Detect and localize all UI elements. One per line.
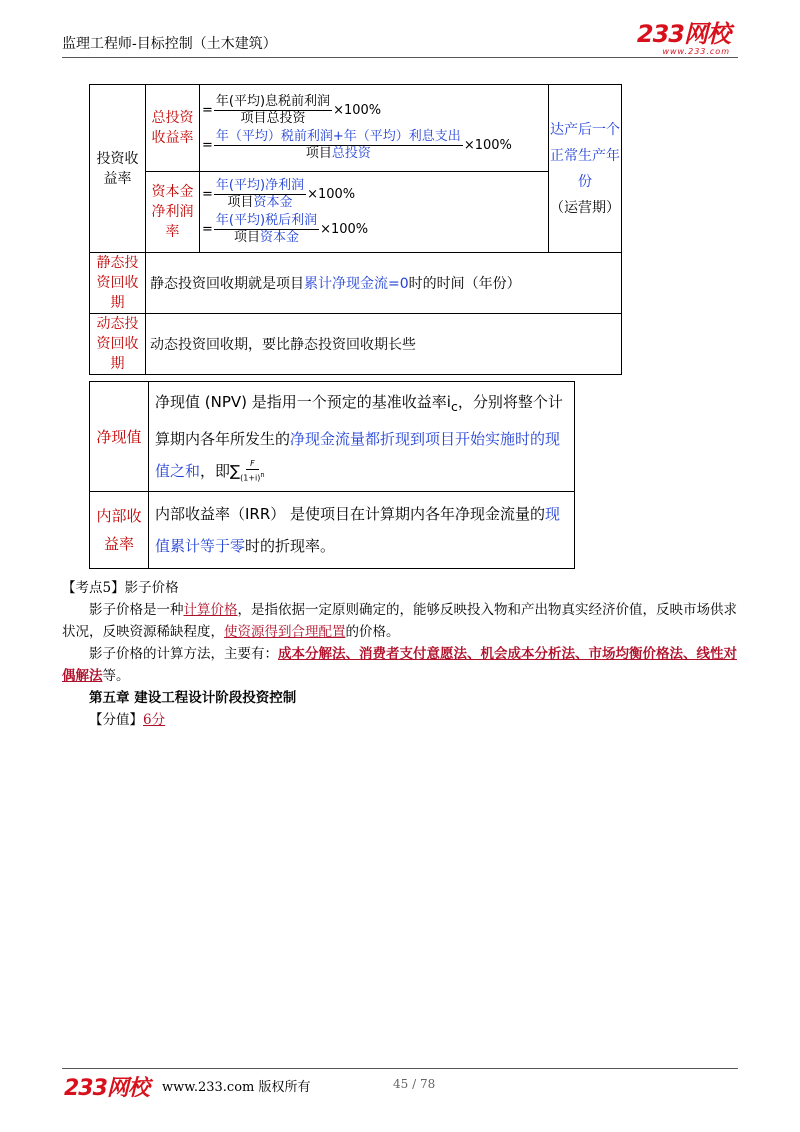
footer-copyright: www.233.com 版权所有 <box>162 1080 311 1095</box>
total-roi-formula-2: = $\frac{\text{年（平均）税前利润+年（平均）利息支出}}{\text{项目总投资}}$ ×100% <box>202 129 512 161</box>
dynamic-payback-text: 动态投资回收期，要比静态投资回收期长些 <box>146 314 622 375</box>
shadow-price-methods: 影子价格的计算方法，主要有：成本分解法、消费者支付意愿法、机会成本分析法、市场均衡价格法、线性对偶解法等。 <box>62 646 737 684</box>
header-logo <box>637 22 730 57</box>
npv-sum-fraction: $\frac{F}{(1+i)^n}$ <box>240 459 265 483</box>
footer-divider <box>62 1068 738 1069</box>
header-divider <box>62 57 738 58</box>
equity-roi-formula-2: = $\frac{\text{年(平均)税后利润}}{\text{项目资本金}}$ ×100% <box>202 213 369 245</box>
logo-text: 233网校 <box>636 20 730 48</box>
roi-label: 投资收益率 <box>90 85 146 253</box>
equity-roi-label: 资本金净利润率 <box>146 172 200 253</box>
irr-definition: 内部收益率（IRR） 是使项目在计算期内各年净现金流量的现值累计等于零时的折现率。 <box>149 492 575 569</box>
static-payback-label: 静态投资回收期 <box>90 253 146 314</box>
npv-definition: 净现值 (NPV) 是指用一个预定的基准收益率$i_c$，分别将整个计算期内各年所发生的净现金流量都折现到项目开始实施时的现值之和，即∑ $\frac{F}{(1+i)^n}$ <box>149 382 575 492</box>
page-number: 45 / 78 <box>393 1077 436 1091</box>
equity-roi-formula-1: = $\frac{\text{年(平均)净利润}}{\text{项目资本金}}$ ×100% <box>202 178 356 210</box>
total-roi-formulas <box>200 85 549 172</box>
npv-label: 净现值 <box>90 382 149 492</box>
equity-roi-formulas <box>200 172 549 253</box>
chapter-heading: 第五章 建设工程设计阶段投资控制 <box>89 690 297 706</box>
total-roi-label: 总投资收益率 <box>146 85 200 172</box>
static-payback-text: 静态投资回收期就是项目累计净现金流=0时的时间（年份） <box>146 253 622 314</box>
npv-irr-table <box>89 381 575 569</box>
footer-logo: 233网校 <box>64 1076 149 1101</box>
shadow-price-definition: 影子价格是一种计算价格，是指依据一定原则确定的，能够反映投入物和产出物真实经济价值，反映市场供求状况，反映资源稀缺程度，使资源得到合理配置的价格。 <box>62 602 737 640</box>
header-title: 监理工程师-目标控制（土木建筑） <box>62 36 277 52</box>
dynamic-payback-label: 动态投资回收期 <box>90 314 146 375</box>
period-note: 达产后一个正常生产年份 （运营期） <box>549 85 622 253</box>
point5-heading: 【考点5】影子价格 <box>62 580 179 596</box>
logo-url: www.233.com <box>662 47 730 56</box>
investment-indicators-table <box>89 84 622 375</box>
total-roi-formula-1: = $\frac{\text{年(平均)息税前利润}}{\text{项目总投资}}$ ×100% <box>202 94 382 126</box>
score-line: 【分值】6分 <box>89 712 166 728</box>
irr-label: 内部收益率 <box>90 492 149 569</box>
